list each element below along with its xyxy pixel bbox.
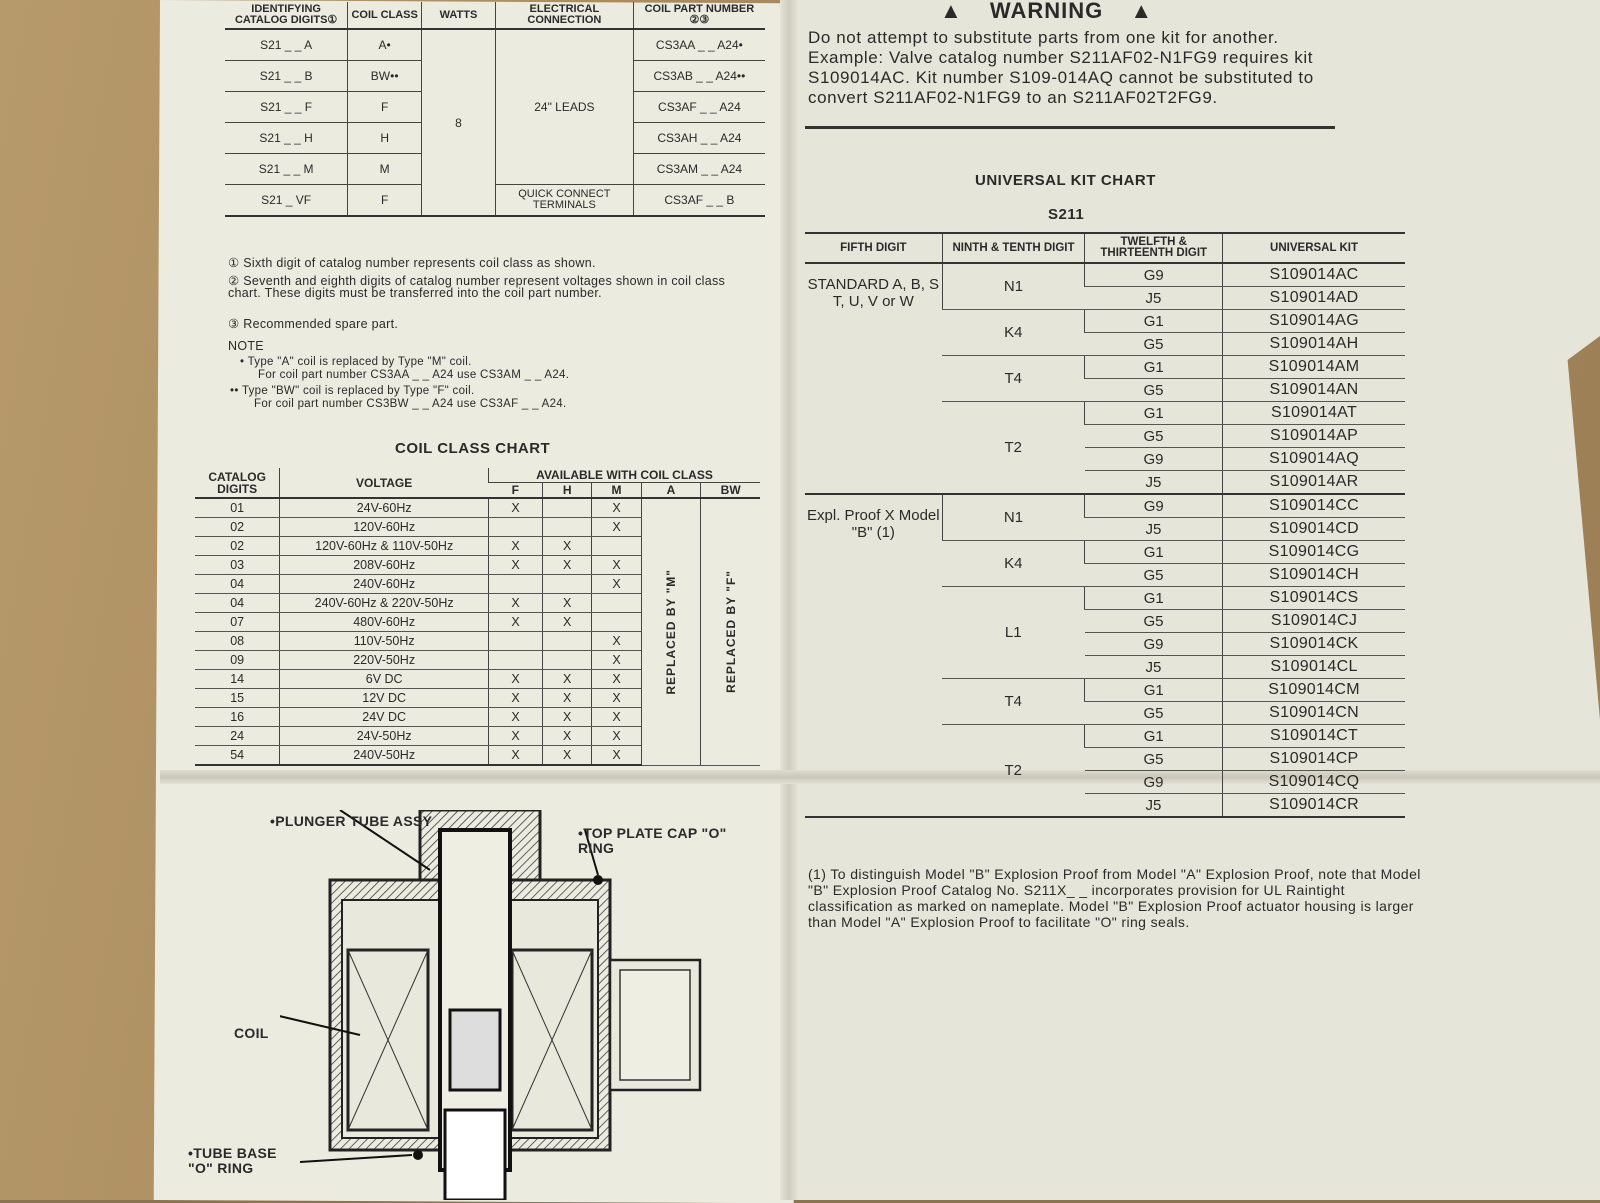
class-h-cell: X [543,613,592,632]
voltage-cell: 208V-60Hz [280,556,489,575]
ninth-tenth-cell: T4 [942,356,1085,402]
coil-class-cell: A• [348,29,422,61]
header-watts: WATTS [422,2,496,29]
catalog-digit-cell: 09 [195,651,280,670]
voltage-cell: 240V-60Hz [280,575,489,594]
class-h-cell: X [543,727,592,746]
catalog-digit-cell: 15 [195,689,280,708]
part-cell: CS3AM _ _ A24 [633,154,765,185]
class-h-cell: X [543,689,592,708]
universal-kit-cell: S109014CN [1223,702,1405,725]
class-h-cell: X [543,670,592,689]
twelfth-thirteenth-cell: J5 [1085,471,1223,495]
warning-text: Do not attempt to substitute parts from one kit for another. Example: Valve catalog number S211AF02-N1FG9 requires kit S109014AC. Kit number S109-014AQ cannot be substituted to convert S211AF02-N1FG9 to an S211AF02T2FG9. [808,28,1314,107]
note-title: NOTE [228,339,264,353]
class-m-cell: X [592,689,641,708]
class-m-cell: X [592,498,641,518]
table-row [225,29,765,61]
table-row [225,185,765,217]
ninth-tenth-cell: L1 [942,587,1085,679]
part-cell: CS3AF _ _ B [633,185,765,217]
voltage-cell: 24V-60Hz [280,498,489,518]
coil-class-cell: M [348,154,422,185]
top-plate-o-ring-icon [593,875,603,885]
class-f-cell: X [489,537,543,556]
page-fold-vertical [780,0,798,1200]
twelfth-thirteenth-cell: J5 [1085,794,1223,818]
class-f-cell: X [489,746,543,766]
catalog-cell: S21 _ _ A [225,29,348,61]
twelfth-thirteenth-cell: J5 [1085,656,1223,679]
twelfth-thirteenth-cell: G9 [1085,494,1223,518]
warning-triangle-icon: ▲ [940,0,963,23]
coil-class-cell: F [348,185,422,217]
class-f-cell [489,518,543,537]
class-m-cell: X [592,575,641,594]
ninth-tenth-cell: T2 [942,402,1085,495]
header-twelfth-thirteenth-digit: TWELFTH & THIRTEENTH DIGIT [1085,233,1223,263]
footnote-3: ③ Recommended spare part. [228,317,399,331]
twelfth-thirteenth-cell: J5 [1085,287,1223,310]
voltage-cell: 220V-50Hz [280,651,489,670]
header-class-bw: BW [701,483,760,499]
voltage-cell: 6V DC [280,670,489,689]
warning-title: WARNING [989,0,1104,23]
header-catalog-digits: CATALOG DIGITS [195,468,280,498]
ninth-tenth-cell: T2 [942,725,1085,818]
voltage-cell: 110V-50Hz [280,632,489,651]
ninth-tenth-cell: K4 [942,541,1085,587]
voltage-cell: 240V-50Hz [280,746,489,766]
catalog-digit-cell: 54 [195,746,280,766]
class-f-cell [489,632,543,651]
warning-heading [940,0,1153,24]
coil-class-cell: H [348,123,422,154]
connection-quick-cell: QUICK CONNECT TERMINALS [495,185,633,217]
twelfth-thirteenth-cell: G5 [1085,379,1223,402]
catalog-digit-cell: 04 [195,575,280,594]
universal-kit-cell: S109014AM [1223,356,1405,379]
note-a-line-1: • Type "A" coil is replaced by Type "M" coil. [240,356,472,368]
class-m-cell [592,613,641,632]
twelfth-thirteenth-cell: G1 [1085,310,1223,333]
part-cell: CS3AA _ _ A24• [633,29,765,61]
voltage-cell: 24V DC [280,708,489,727]
universal-kit-cell: S109014CM [1223,679,1405,702]
universal-kit-cell: S109014CC [1223,494,1405,518]
twelfth-thirteenth-cell: G5 [1085,610,1223,633]
class-m-cell: X [592,746,641,766]
twelfth-thirteenth-cell: J5 [1085,518,1223,541]
class-m-cell: X [592,632,641,651]
valve-cross-section-diagram [280,810,740,1200]
coil-class-chart [195,468,760,766]
catalog-digit-cell: 16 [195,708,280,727]
fifth-digit-expl-proof-cell: Expl. Proof X Model "B" (1) [805,494,942,817]
table-row [805,494,1405,518]
note-a-line-2: For coil part number CS3AA _ _ A24 use CS3AM _ _ A24. [258,369,570,381]
class-h-cell [543,651,592,670]
part-cell: CS3AH _ _ A24 [633,123,765,154]
class-h-cell [543,575,592,594]
twelfth-thirteenth-cell: G9 [1085,448,1223,471]
class-h-cell: X [543,537,592,556]
ninth-tenth-cell: K4 [942,310,1085,356]
universal-kit-cell: S109014CK [1223,633,1405,656]
ninth-tenth-cell: N1 [942,263,1085,310]
class-f-cell: X [489,556,543,575]
class-h-cell: X [543,594,592,613]
universal-kit-cell: S109014AH [1223,333,1405,356]
universal-kit-cell: S109014AP [1223,425,1405,448]
class-a-replaced-cell [641,498,701,765]
watts-cell: 8 [422,29,496,216]
header-class-f: F [489,483,543,499]
header-coil-part-number: COIL PART NUMBER ②③ [633,2,765,29]
universal-kit-cell: S109014CJ [1223,610,1405,633]
header-available: AVAILABLE WITH COIL CLASS [489,468,760,483]
class-f-cell: X [489,594,543,613]
coil-class-cell: BW•• [348,61,422,92]
header-coil-class: COIL CLASS [348,2,422,29]
voltage-cell: 480V-60Hz [280,613,489,632]
voltage-cell: 120V-60Hz & 110V-50Hz [280,537,489,556]
universal-kit-chart-title: UNIVERSAL KIT CHART [975,172,1156,189]
twelfth-thirteenth-cell: G9 [1085,633,1223,656]
header-voltage: VOLTAGE [280,468,489,498]
class-bw-replaced-cell [701,498,760,765]
catalog-digit-cell: 02 [195,518,280,537]
universal-kit-cell: S109014CQ [1223,771,1405,794]
voltage-cell: 24V-50Hz [280,727,489,746]
twelfth-thirteenth-cell: G1 [1085,541,1223,564]
header-universal-kit: UNIVERSAL KIT [1223,233,1405,263]
voltage-cell: 120V-60Hz [280,518,489,537]
universal-kit-cell: S109014CP [1223,748,1405,771]
universal-kit-cell: S109014AQ [1223,448,1405,471]
catalog-digit-cell: 14 [195,670,280,689]
class-m-cell: X [592,518,641,537]
universal-kit-cell: S109014AD [1223,287,1405,310]
twelfth-thirteenth-cell: G5 [1085,333,1223,356]
catalog-digit-cell: 01 [195,498,280,518]
class-f-cell [489,651,543,670]
twelfth-thirteenth-cell: G5 [1085,564,1223,587]
twelfth-thirteenth-cell: G5 [1085,702,1223,725]
voltage-cell: 240V-60Hz & 220V-50Hz [280,594,489,613]
catalog-cell: S21 _ _ M [225,154,348,185]
class-m-cell: X [592,727,641,746]
class-h-cell: X [543,708,592,727]
universal-kit-cell: S109014CG [1223,541,1405,564]
class-f-cell: X [489,498,543,518]
table-row [805,263,1405,287]
class-m-cell: X [592,708,641,727]
class-f-cell: X [489,613,543,632]
class-f-cell: X [489,708,543,727]
universal-kit-cell: S109014CL [1223,656,1405,679]
universal-kit-cell: S109014AG [1223,310,1405,333]
universal-kit-cell: S109014CD [1223,518,1405,541]
catalog-digit-cell: 07 [195,613,280,632]
twelfth-thirteenth-cell: G9 [1085,771,1223,794]
header-catalog-digits: IDENTIFYING CATALOG DIGITS① [225,2,348,29]
twelfth-thirteenth-cell: G9 [1085,263,1223,287]
header-ninth-tenth-digit: NINTH & TENTH DIGIT [942,233,1085,263]
catalog-cell: S21 _ _ H [225,123,348,154]
catalog-cell: S21 _ VF [225,185,348,217]
label-coil: COIL [234,1025,269,1041]
label-top-plate-cap-o-ring: •TOP PLATE CAP "O" RING [578,825,727,856]
voltage-cell: 12V DC [280,689,489,708]
warning-divider [805,126,1335,129]
class-f-cell [489,575,543,594]
header-fifth-digit: FIFTH DIGIT [805,233,942,263]
class-h-cell [543,518,592,537]
replaced-by-m-label: REPLACED BY "M" [664,568,678,695]
catalog-digit-cell: 24 [195,727,280,746]
twelfth-thirteenth-cell: G5 [1085,425,1223,448]
catalog-digit-cell: 08 [195,632,280,651]
note-b-line-1: •• Type "BW" coil is replaced by Type "F" coil. [230,385,475,397]
ninth-tenth-cell: T4 [942,679,1085,725]
twelfth-thirteenth-cell: G5 [1085,748,1223,771]
coil-class-chart-title: COIL CLASS CHART [395,440,551,457]
class-m-cell [592,594,641,613]
connection-leads-cell: 24" LEADS [495,29,633,185]
catalog-digit-cell: 03 [195,556,280,575]
class-m-cell: X [592,651,641,670]
class-f-cell: X [489,670,543,689]
warning-triangle-icon: ▲ [1130,0,1154,23]
twelfth-thirteenth-cell: G1 [1085,356,1223,379]
ninth-tenth-cell: N1 [942,494,1085,541]
note-b-line-2: For coil part number CS3BW _ _ A24 use CS3AF _ _ A24. [254,398,567,410]
universal-kit-cell: S109014CS [1223,587,1405,610]
part-cell: CS3AB _ _ A24•• [633,61,765,92]
universal-kit-cell: S109014CT [1223,725,1405,748]
class-m-cell: X [592,556,641,575]
footnote-2: ② Seventh and eighth digits of catalog number represent voltages shown in coil class chart. These digits must be transferred into the coil part number. [228,274,726,300]
catalog-digit-cell: 02 [195,537,280,556]
twelfth-thirteenth-cell: G1 [1085,587,1223,610]
fifth-digit-standard-cell: STANDARD A, B, S T, U, V or W [805,263,942,494]
twelfth-thirteenth-cell: G1 [1085,679,1223,702]
universal-kit-cell: S109014CH [1223,564,1405,587]
class-f-cell: X [489,727,543,746]
universal-kit-chart [805,232,1405,818]
universal-kit-model: S211 [1048,206,1085,223]
class-h-cell [543,632,592,651]
label-plunger-tube-assy: •PLUNGER TUBE ASSY [270,813,433,829]
class-f-cell: X [489,689,543,708]
catalog-digit-cell: 04 [195,594,280,613]
catalog-cell: S21 _ _ B [225,61,348,92]
header-class-a: A [641,483,701,499]
tube-base-o-ring-icon [413,1150,423,1160]
class-m-cell [592,537,641,556]
catalog-cell: S21 _ _ F [225,92,348,123]
universal-kit-cell: S109014CR [1223,794,1405,818]
coil-part-table [225,2,765,217]
universal-kit-footnote: (1) To distinguish Model "B" Explosion Proof from Model "A" Explosion Proof, note that Model "B" Explosion Proof Catalog No. S211X_ _ incorporates provision for UL Raintight classification as marked on nameplate. Model "B" Explosion Proof actuator housing is larger than Model "A" Explosion Proof to facilitate "O" ring seals. [808,866,1421,930]
class-h-cell: X [543,556,592,575]
twelfth-thirteenth-cell: G1 [1085,402,1223,425]
twelfth-thirteenth-cell: G1 [1085,725,1223,748]
label-tube-base-o-ring: •TUBE BASE "O" RING [188,1145,277,1176]
replaced-by-f-label: REPLACED BY "F" [723,570,738,694]
header-electrical-connection: ELECTRICAL CONNECTION [495,2,633,29]
universal-kit-cell: S109014AC [1223,263,1405,287]
class-h-cell: X [543,746,592,766]
class-m-cell: X [592,670,641,689]
coil-class-cell: F [348,92,422,123]
table-row [195,498,760,518]
universal-kit-cell: S109014AN [1223,379,1405,402]
part-cell: CS3AF _ _ A24 [633,92,765,123]
universal-kit-cell: S109014AR [1223,471,1405,495]
universal-kit-cell: S109014AT [1223,402,1405,425]
footnote-1: ① Sixth digit of catalog number represents coil class as shown. [228,256,596,270]
header-class-h: H [543,483,592,499]
header-class-m: M [592,483,641,499]
class-h-cell [543,498,592,518]
